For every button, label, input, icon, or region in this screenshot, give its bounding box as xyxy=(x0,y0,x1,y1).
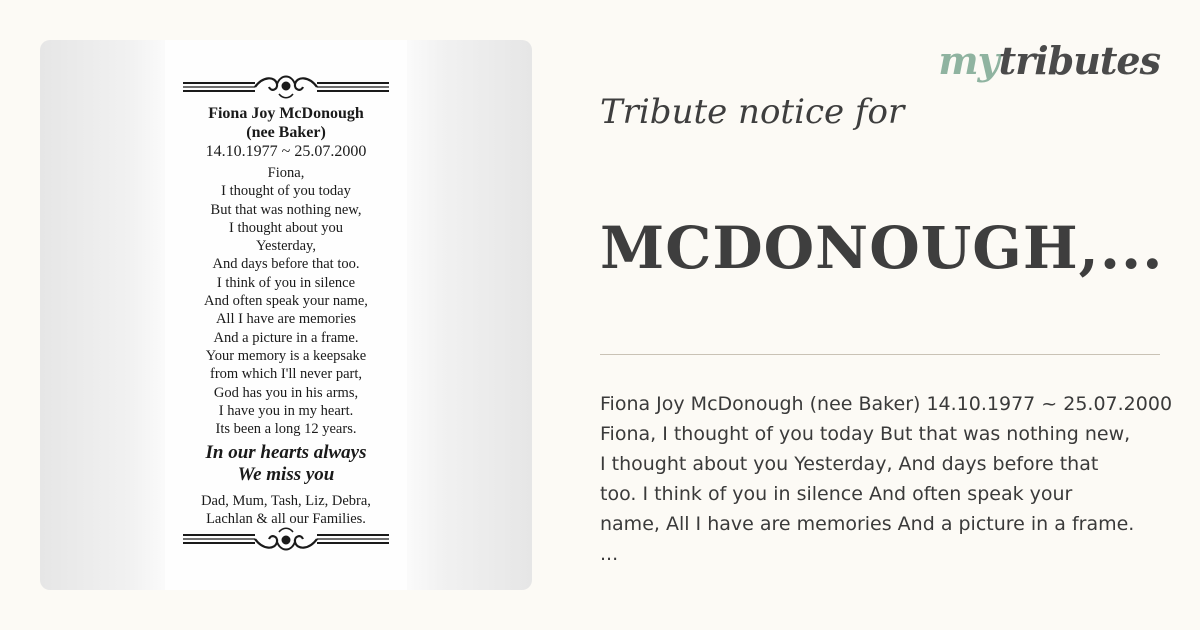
poem-line: All I have are memories xyxy=(215,311,357,328)
notice-name: Fiona Joy McDonough xyxy=(208,105,364,122)
poem-line: And days before that too. xyxy=(212,256,360,273)
mytributes-logo[interactable] xyxy=(938,38,1160,83)
poem-line: I thought of you today xyxy=(221,183,351,200)
notice-maiden-name: (nee Baker) xyxy=(246,124,326,141)
ornament-divider-bottom xyxy=(183,524,389,554)
poem-line: And often speak your name, xyxy=(204,293,368,310)
closing-line: We miss you xyxy=(237,464,335,485)
notice-closing xyxy=(165,442,407,486)
excerpt-line: I thought about you Yesterday, And days before that xyxy=(600,453,1099,475)
family-line: Lachlan & all our Families. xyxy=(206,511,366,527)
notice-family xyxy=(165,492,407,528)
poem-line: I thought about you xyxy=(229,219,343,236)
excerpt-line: Fiona, I thought of you today But that was nothing new, xyxy=(600,423,1131,445)
ornament-divider-top xyxy=(183,72,389,102)
poem-line: Yesterday, xyxy=(255,238,316,255)
closing-line: In our hearts always xyxy=(205,442,367,463)
poem-line: I think of you in silence xyxy=(216,274,356,291)
excerpt-line: Fiona Joy McDonough (nee Baker) 14.10.1977 ~ 25.07.2000 xyxy=(600,393,1173,415)
deceased-surname-heading: MCDONOUGH,... xyxy=(600,214,1164,282)
notice-dates: 14.10.1977 ~ 25.07.2000 xyxy=(205,143,367,160)
poem-line: And a picture in a frame. xyxy=(213,329,359,346)
family-line: Dad, Mum, Tash, Liz, Debra, xyxy=(201,493,371,509)
poem-line: from which I'll never part, xyxy=(210,366,362,383)
notice-poem xyxy=(165,164,407,438)
section-divider xyxy=(600,354,1160,355)
excerpt-line: too. I think of you in silence And often speak your xyxy=(600,483,1073,505)
poem-line: Its been a long 12 years. xyxy=(215,421,357,438)
poem-line: God has you in his arms, xyxy=(213,384,359,401)
poem-line: Your memory is a keepsake xyxy=(205,347,367,364)
tribute-subtitle: Tribute notice for xyxy=(600,92,905,132)
poem-line: But that was nothing new, xyxy=(210,201,362,218)
poem-line: Fiona, xyxy=(267,165,305,181)
notice-image-frame xyxy=(40,40,532,590)
poem-line: I have you in my heart. xyxy=(218,402,354,419)
tribute-excerpt xyxy=(600,389,1173,569)
excerpt-line: ... xyxy=(600,543,619,565)
logo-tributes: tributes xyxy=(998,38,1160,83)
logo-my: my xyxy=(938,38,999,83)
newspaper-clipping xyxy=(165,40,407,590)
excerpt-line: name, All I have are memories And a picture in a frame. xyxy=(600,513,1135,535)
